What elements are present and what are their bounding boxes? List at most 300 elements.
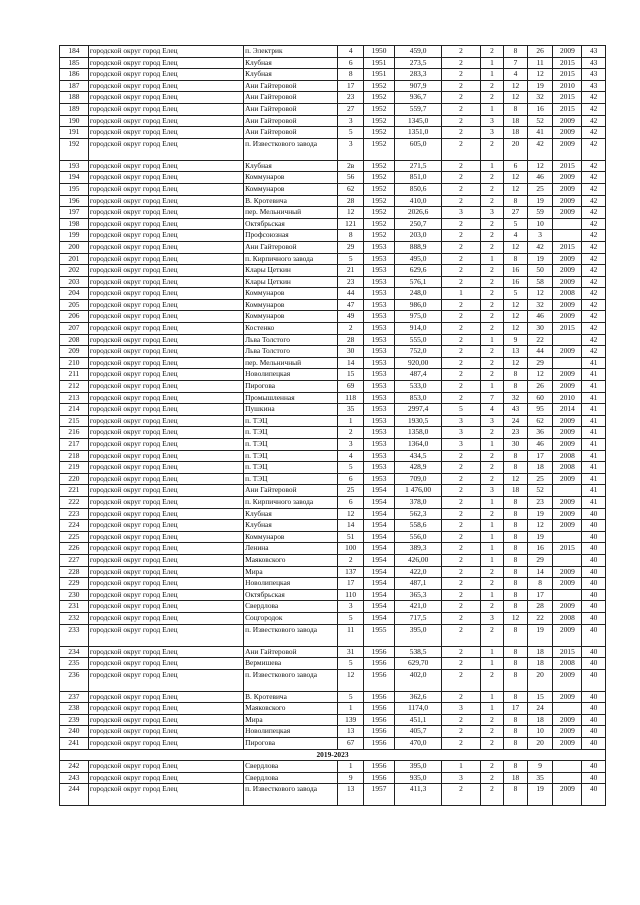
cell-apartments: 12 bbox=[504, 473, 528, 485]
cell-floors: 2 bbox=[442, 462, 481, 474]
cell-wear-percent: 42 bbox=[582, 311, 606, 323]
cell-street: Ани Гайтеровой bbox=[244, 127, 338, 139]
cell-wear-percent: 41 bbox=[582, 496, 606, 508]
cell-house-number: 29 bbox=[338, 241, 364, 253]
table-row bbox=[60, 276, 606, 288]
cell-floors: 2 bbox=[442, 612, 481, 624]
table-row bbox=[60, 703, 606, 715]
cell-apartments: 17 bbox=[504, 703, 528, 715]
cell-row-number: 209 bbox=[60, 346, 89, 358]
cell-wear-percent: 40 bbox=[582, 761, 606, 773]
cell-street: Коммунаров bbox=[244, 172, 338, 184]
cell-municipality: городской округ город Елец bbox=[88, 508, 243, 520]
cell-residents: 19 bbox=[527, 80, 553, 92]
cell-street: Новолипецкая bbox=[244, 726, 338, 738]
table-row bbox=[60, 103, 606, 115]
cell-street: п. ТЭЦ bbox=[244, 427, 338, 439]
cell-entrances: 1 bbox=[480, 57, 504, 69]
cell-apartments: 8 bbox=[504, 543, 528, 555]
cell-municipality: городской округ город Елец bbox=[88, 195, 243, 207]
cell-build-year: 1952 bbox=[364, 138, 395, 160]
cell-floors: 2 bbox=[442, 46, 481, 58]
cell-street: Клубная bbox=[244, 57, 338, 69]
cell-entrances: 2 bbox=[480, 357, 504, 369]
table-row bbox=[60, 714, 606, 726]
table-row bbox=[60, 404, 606, 416]
cell-municipality: городской округ город Елец bbox=[88, 427, 243, 439]
cell-municipality: городской округ город Елец bbox=[88, 473, 243, 485]
table-row bbox=[60, 473, 606, 485]
cell-build-year: 1954 bbox=[364, 601, 395, 613]
cell-area: 487,1 bbox=[395, 578, 442, 590]
table-row bbox=[60, 195, 606, 207]
cell-area: 428,9 bbox=[395, 462, 442, 474]
cell-apartments: 8 bbox=[504, 738, 528, 750]
cell-build-year: 1956 bbox=[364, 738, 395, 750]
cell-municipality: городской округ город Елец bbox=[88, 669, 243, 691]
cell-street: п. Электрик bbox=[244, 46, 338, 58]
cell-municipality: городской округ город Елец bbox=[88, 369, 243, 381]
cell-floors: 2 bbox=[442, 543, 481, 555]
cell-wear-percent: 40 bbox=[582, 543, 606, 555]
cell-residents: 26 bbox=[527, 46, 553, 58]
table-row bbox=[60, 508, 606, 520]
cell-wear-percent: 40 bbox=[582, 772, 606, 784]
cell-entrances: 1 bbox=[480, 554, 504, 566]
cell-area: 365,3 bbox=[395, 589, 442, 601]
cell-floors: 2 bbox=[442, 531, 481, 543]
cell-last-repair-year: 2015 bbox=[553, 160, 582, 172]
cell-apartments: 5 bbox=[504, 218, 528, 230]
cell-area: 709,0 bbox=[395, 473, 442, 485]
cell-area: 558,6 bbox=[395, 520, 442, 532]
cell-entrances: 1 bbox=[480, 531, 504, 543]
cell-house-number: 1 bbox=[338, 703, 364, 715]
cell-street: п. ТЭЦ bbox=[244, 462, 338, 474]
cell-row-number: 193 bbox=[60, 160, 89, 172]
cell-entrances: 1 bbox=[480, 160, 504, 172]
cell-municipality: городской округ город Елец bbox=[88, 772, 243, 784]
cell-row-number: 187 bbox=[60, 80, 89, 92]
period-label: 2019-2023 bbox=[60, 749, 606, 761]
cell-row-number: 225 bbox=[60, 531, 89, 543]
cell-residents: 42 bbox=[527, 241, 553, 253]
cell-municipality: городской округ город Елец bbox=[88, 265, 243, 277]
cell-wear-percent: 40 bbox=[582, 531, 606, 543]
cell-row-number: 236 bbox=[60, 669, 89, 691]
cell-last-repair-year: 2009 bbox=[553, 138, 582, 160]
rows-after-period bbox=[60, 761, 606, 806]
cell-apartments: 8 bbox=[504, 784, 528, 806]
cell-build-year: 1953 bbox=[364, 265, 395, 277]
cell-floors: 2 bbox=[442, 669, 481, 691]
cell-entrances: 2 bbox=[480, 276, 504, 288]
cell-entrances: 2 bbox=[480, 311, 504, 323]
cell-build-year: 1953 bbox=[364, 311, 395, 323]
cell-municipality: городской округ город Елец bbox=[88, 311, 243, 323]
cell-street: п. Кирпичного завода bbox=[244, 253, 338, 265]
cell-floors: 2 bbox=[442, 624, 481, 646]
cell-house-number: 2в bbox=[338, 160, 364, 172]
cell-area: 914,0 bbox=[395, 323, 442, 335]
cell-house-number: 4 bbox=[338, 450, 364, 462]
cell-house-number: 56 bbox=[338, 172, 364, 184]
cell-apartments: 8 bbox=[504, 462, 528, 474]
cell-apartments: 8 bbox=[504, 714, 528, 726]
cell-wear-percent: 42 bbox=[582, 230, 606, 242]
cell-apartments: 8 bbox=[504, 669, 528, 691]
cell-residents: 44 bbox=[527, 346, 553, 358]
cell-municipality: городской округ город Елец bbox=[88, 601, 243, 613]
cell-house-number: 9 bbox=[338, 772, 364, 784]
cell-apartments: 12 bbox=[504, 241, 528, 253]
cell-last-repair-year: 2009 bbox=[553, 381, 582, 393]
cell-floors: 2 bbox=[442, 218, 481, 230]
cell-street: Маяковского bbox=[244, 554, 338, 566]
cell-row-number: 215 bbox=[60, 415, 89, 427]
cell-wear-percent: 42 bbox=[582, 172, 606, 184]
cell-municipality: городской округ город Елец bbox=[88, 703, 243, 715]
cell-floors: 2 bbox=[442, 103, 481, 115]
cell-street: Клубная bbox=[244, 69, 338, 81]
cell-area: 533,0 bbox=[395, 381, 442, 393]
cell-street: Льва Толстого bbox=[244, 346, 338, 358]
cell-floors: 2 bbox=[442, 172, 481, 184]
cell-row-number: 218 bbox=[60, 450, 89, 462]
cell-last-repair-year bbox=[553, 230, 582, 242]
cell-wear-percent: 42 bbox=[582, 103, 606, 115]
cell-house-number: 30 bbox=[338, 346, 364, 358]
cell-apartments: 12 bbox=[504, 172, 528, 184]
cell-entrances: 2 bbox=[480, 772, 504, 784]
cell-street: Соцгородок bbox=[244, 612, 338, 624]
cell-floors: 2 bbox=[442, 57, 481, 69]
cell-row-number: 217 bbox=[60, 439, 89, 451]
cell-floors: 2 bbox=[442, 253, 481, 265]
cell-area: 487,4 bbox=[395, 369, 442, 381]
table-row bbox=[60, 346, 606, 358]
cell-house-number: 12 bbox=[338, 669, 364, 691]
cell-wear-percent: 41 bbox=[582, 439, 606, 451]
table-row bbox=[60, 265, 606, 277]
table-row bbox=[60, 784, 606, 806]
cell-floors: 2 bbox=[442, 784, 481, 806]
cell-municipality: городской округ город Елец bbox=[88, 46, 243, 58]
cell-residents: 18 bbox=[527, 714, 553, 726]
cell-house-number: 27 bbox=[338, 103, 364, 115]
cell-floors: 2 bbox=[442, 646, 481, 658]
cell-wear-percent: 40 bbox=[582, 703, 606, 715]
cell-build-year: 1953 bbox=[364, 369, 395, 381]
cell-street: В. Кротевича bbox=[244, 691, 338, 703]
cell-area: 362,6 bbox=[395, 691, 442, 703]
cell-area: 717,5 bbox=[395, 612, 442, 624]
cell-build-year: 1956 bbox=[364, 669, 395, 691]
cell-house-number: 3 bbox=[338, 115, 364, 127]
cell-wear-percent: 41 bbox=[582, 462, 606, 474]
cell-build-year: 1956 bbox=[364, 714, 395, 726]
cell-build-year: 1952 bbox=[364, 172, 395, 184]
period-row bbox=[60, 749, 606, 761]
cell-last-repair-year: 2009 bbox=[553, 276, 582, 288]
cell-entrances: 2 bbox=[480, 172, 504, 184]
cell-build-year: 1957 bbox=[364, 784, 395, 806]
cell-row-number: 216 bbox=[60, 427, 89, 439]
table-row bbox=[60, 392, 606, 404]
cell-last-repair-year: 2009 bbox=[553, 253, 582, 265]
cell-build-year: 1952 bbox=[364, 183, 395, 195]
cell-municipality: городской округ город Елец bbox=[88, 334, 243, 346]
cell-row-number: 231 bbox=[60, 601, 89, 613]
cell-row-number: 241 bbox=[60, 738, 89, 750]
cell-area: 888,9 bbox=[395, 241, 442, 253]
table-row bbox=[60, 485, 606, 497]
housing-register-table bbox=[59, 45, 606, 806]
cell-build-year: 1953 bbox=[364, 241, 395, 253]
cell-entrances: 2 bbox=[480, 138, 504, 160]
cell-last-repair-year: 2008 bbox=[553, 658, 582, 670]
cell-house-number: 67 bbox=[338, 738, 364, 750]
cell-row-number: 195 bbox=[60, 183, 89, 195]
cell-apartments: 5 bbox=[504, 288, 528, 300]
cell-residents: 41 bbox=[527, 127, 553, 139]
cell-residents: 12 bbox=[527, 520, 553, 532]
cell-residents: 30 bbox=[527, 323, 553, 335]
cell-residents: 35 bbox=[527, 772, 553, 784]
cell-street: Новолипецкая bbox=[244, 578, 338, 590]
cell-build-year: 1956 bbox=[364, 726, 395, 738]
cell-municipality: городской округ город Елец bbox=[88, 496, 243, 508]
cell-entrances: 2 bbox=[480, 80, 504, 92]
cell-row-number: 240 bbox=[60, 726, 89, 738]
cell-build-year: 1952 bbox=[364, 160, 395, 172]
cell-row-number: 189 bbox=[60, 103, 89, 115]
cell-house-number: 49 bbox=[338, 311, 364, 323]
cell-municipality: городской округ город Елец bbox=[88, 138, 243, 160]
cell-street: Ани Гайтеровой bbox=[244, 241, 338, 253]
cell-build-year: 1953 bbox=[364, 334, 395, 346]
cell-last-repair-year bbox=[553, 772, 582, 784]
cell-residents: 18 bbox=[527, 646, 553, 658]
cell-wear-percent: 42 bbox=[582, 323, 606, 335]
cell-house-number: 121 bbox=[338, 218, 364, 230]
cell-street: Коммунаров bbox=[244, 183, 338, 195]
cell-residents: 19 bbox=[527, 624, 553, 646]
cell-entrances: 1 bbox=[480, 589, 504, 601]
cell-last-repair-year: 2009 bbox=[553, 691, 582, 703]
cell-entrances: 2 bbox=[480, 624, 504, 646]
cell-row-number: 234 bbox=[60, 646, 89, 658]
cell-residents: 60 bbox=[527, 392, 553, 404]
cell-wear-percent: 42 bbox=[582, 288, 606, 300]
cell-floors: 3 bbox=[442, 207, 481, 219]
cell-entrances: 2 bbox=[480, 183, 504, 195]
cell-house-number: 2 bbox=[338, 323, 364, 335]
cell-floors: 2 bbox=[442, 473, 481, 485]
cell-house-number: 100 bbox=[338, 543, 364, 555]
cell-house-number: 44 bbox=[338, 288, 364, 300]
cell-street: В. Кротевича bbox=[244, 195, 338, 207]
cell-row-number: 208 bbox=[60, 334, 89, 346]
cell-last-repair-year: 2014 bbox=[553, 404, 582, 416]
table-row bbox=[60, 381, 606, 393]
table-row bbox=[60, 669, 606, 691]
cell-floors: 2 bbox=[442, 80, 481, 92]
cell-area: 1345,0 bbox=[395, 115, 442, 127]
cell-area: 752,0 bbox=[395, 346, 442, 358]
cell-build-year: 1953 bbox=[364, 450, 395, 462]
cell-last-repair-year: 2009 bbox=[553, 369, 582, 381]
cell-area: 920,00 bbox=[395, 357, 442, 369]
cell-build-year: 1953 bbox=[364, 323, 395, 335]
cell-municipality: городской округ город Елец bbox=[88, 531, 243, 543]
cell-row-number: 184 bbox=[60, 46, 89, 58]
cell-last-repair-year: 2009 bbox=[553, 299, 582, 311]
cell-apartments: 43 bbox=[504, 404, 528, 416]
cell-house-number: 137 bbox=[338, 566, 364, 578]
cell-residents: 12 bbox=[527, 369, 553, 381]
cell-street: п. ТЭЦ bbox=[244, 415, 338, 427]
table-row bbox=[60, 589, 606, 601]
cell-entrances: 2 bbox=[480, 299, 504, 311]
cell-area: 495,0 bbox=[395, 253, 442, 265]
cell-residents: 59 bbox=[527, 207, 553, 219]
cell-municipality: городской округ город Елец bbox=[88, 738, 243, 750]
cell-street: Мира bbox=[244, 566, 338, 578]
cell-area: 1358,0 bbox=[395, 427, 442, 439]
cell-build-year: 1953 bbox=[364, 346, 395, 358]
cell-municipality: городской округ город Елец bbox=[88, 381, 243, 393]
cell-area: 2026,6 bbox=[395, 207, 442, 219]
cell-build-year: 1953 bbox=[364, 462, 395, 474]
cell-area: 395,0 bbox=[395, 624, 442, 646]
cell-last-repair-year: 2009 bbox=[553, 439, 582, 451]
cell-wear-percent: 42 bbox=[582, 346, 606, 358]
table-row bbox=[60, 69, 606, 81]
cell-entrances: 2 bbox=[480, 230, 504, 242]
cell-area: 434,5 bbox=[395, 450, 442, 462]
cell-residents: 26 bbox=[527, 381, 553, 393]
cell-area: 459,0 bbox=[395, 46, 442, 58]
cell-municipality: городской округ город Елец bbox=[88, 589, 243, 601]
cell-row-number: 229 bbox=[60, 578, 89, 590]
cell-row-number: 188 bbox=[60, 92, 89, 104]
cell-build-year: 1956 bbox=[364, 646, 395, 658]
cell-street: Клубная bbox=[244, 520, 338, 532]
cell-last-repair-year: 2015 bbox=[553, 646, 582, 658]
cell-street: Ани Гайтеровой bbox=[244, 646, 338, 658]
cell-build-year: 1953 bbox=[364, 299, 395, 311]
cell-apartments: 12 bbox=[504, 612, 528, 624]
cell-floors: 2 bbox=[442, 566, 481, 578]
cell-house-number: 12 bbox=[338, 207, 364, 219]
cell-last-repair-year: 2009 bbox=[553, 508, 582, 520]
cell-house-number: 118 bbox=[338, 392, 364, 404]
cell-area: 271,5 bbox=[395, 160, 442, 172]
cell-entrances: 1 bbox=[480, 381, 504, 393]
cell-wear-percent: 41 bbox=[582, 392, 606, 404]
cell-municipality: городской округ город Елец bbox=[88, 726, 243, 738]
cell-floors: 2 bbox=[442, 485, 481, 497]
cell-municipality: городской округ город Елец bbox=[88, 288, 243, 300]
cell-build-year: 1952 bbox=[364, 80, 395, 92]
cell-area: 935,0 bbox=[395, 772, 442, 784]
cell-apartments: 12 bbox=[504, 299, 528, 311]
cell-area: 629,70 bbox=[395, 658, 442, 670]
cell-residents: 46 bbox=[527, 311, 553, 323]
cell-apartments: 8 bbox=[504, 450, 528, 462]
cell-street: п. Известкового завода bbox=[244, 784, 338, 806]
table-row bbox=[60, 357, 606, 369]
cell-apartments: 9 bbox=[504, 334, 528, 346]
cell-wear-percent: 42 bbox=[582, 241, 606, 253]
cell-apartments: 8 bbox=[504, 601, 528, 613]
cell-wear-percent: 40 bbox=[582, 646, 606, 658]
table-row bbox=[60, 253, 606, 265]
cell-residents: 58 bbox=[527, 276, 553, 288]
cell-wear-percent: 41 bbox=[582, 404, 606, 416]
cell-residents: 16 bbox=[527, 103, 553, 115]
cell-street: п. Известкового завода bbox=[244, 669, 338, 691]
cell-house-number: 13 bbox=[338, 784, 364, 806]
cell-last-repair-year: 2009 bbox=[553, 427, 582, 439]
cell-wear-percent: 40 bbox=[582, 669, 606, 691]
cell-house-number: 62 bbox=[338, 183, 364, 195]
cell-municipality: городской округ город Елец bbox=[88, 658, 243, 670]
cell-wear-percent: 42 bbox=[582, 253, 606, 265]
cell-wear-percent: 41 bbox=[582, 369, 606, 381]
cell-area: 421,0 bbox=[395, 601, 442, 613]
cell-last-repair-year: 2009 bbox=[553, 578, 582, 590]
cell-last-repair-year: 2009 bbox=[553, 669, 582, 691]
cell-municipality: городской округ город Елец bbox=[88, 357, 243, 369]
cell-area: 936,7 bbox=[395, 92, 442, 104]
cell-build-year: 1952 bbox=[364, 207, 395, 219]
cell-area: 250,7 bbox=[395, 218, 442, 230]
cell-last-repair-year: 2015 bbox=[553, 323, 582, 335]
cell-house-number: 6 bbox=[338, 473, 364, 485]
cell-entrances: 1 bbox=[480, 703, 504, 715]
cell-street: п. ТЭЦ bbox=[244, 473, 338, 485]
cell-floors: 3 bbox=[442, 772, 481, 784]
cell-wear-percent: 41 bbox=[582, 427, 606, 439]
cell-street: Коммунаров bbox=[244, 299, 338, 311]
cell-street: Октябрьская bbox=[244, 218, 338, 230]
table-row bbox=[60, 218, 606, 230]
cell-entrances: 2 bbox=[480, 346, 504, 358]
table-row bbox=[60, 92, 606, 104]
cell-build-year: 1951 bbox=[364, 57, 395, 69]
cell-build-year: 1956 bbox=[364, 658, 395, 670]
cell-apartments: 30 bbox=[504, 439, 528, 451]
cell-municipality: городской округ город Елец bbox=[88, 127, 243, 139]
cell-build-year: 1956 bbox=[364, 703, 395, 715]
cell-floors: 2 bbox=[442, 738, 481, 750]
cell-build-year: 1951 bbox=[364, 69, 395, 81]
cell-build-year: 1953 bbox=[364, 415, 395, 427]
cell-row-number: 206 bbox=[60, 311, 89, 323]
cell-municipality: городской округ город Елец bbox=[88, 691, 243, 703]
cell-row-number: 235 bbox=[60, 658, 89, 670]
cell-floors: 2 bbox=[442, 520, 481, 532]
cell-row-number: 207 bbox=[60, 323, 89, 335]
cell-area: 283,3 bbox=[395, 69, 442, 81]
cell-street: пер. Мельничный bbox=[244, 207, 338, 219]
cell-house-number: 5 bbox=[338, 691, 364, 703]
cell-apartments: 12 bbox=[504, 183, 528, 195]
period-section bbox=[60, 749, 606, 761]
rows-before-period bbox=[60, 46, 606, 750]
